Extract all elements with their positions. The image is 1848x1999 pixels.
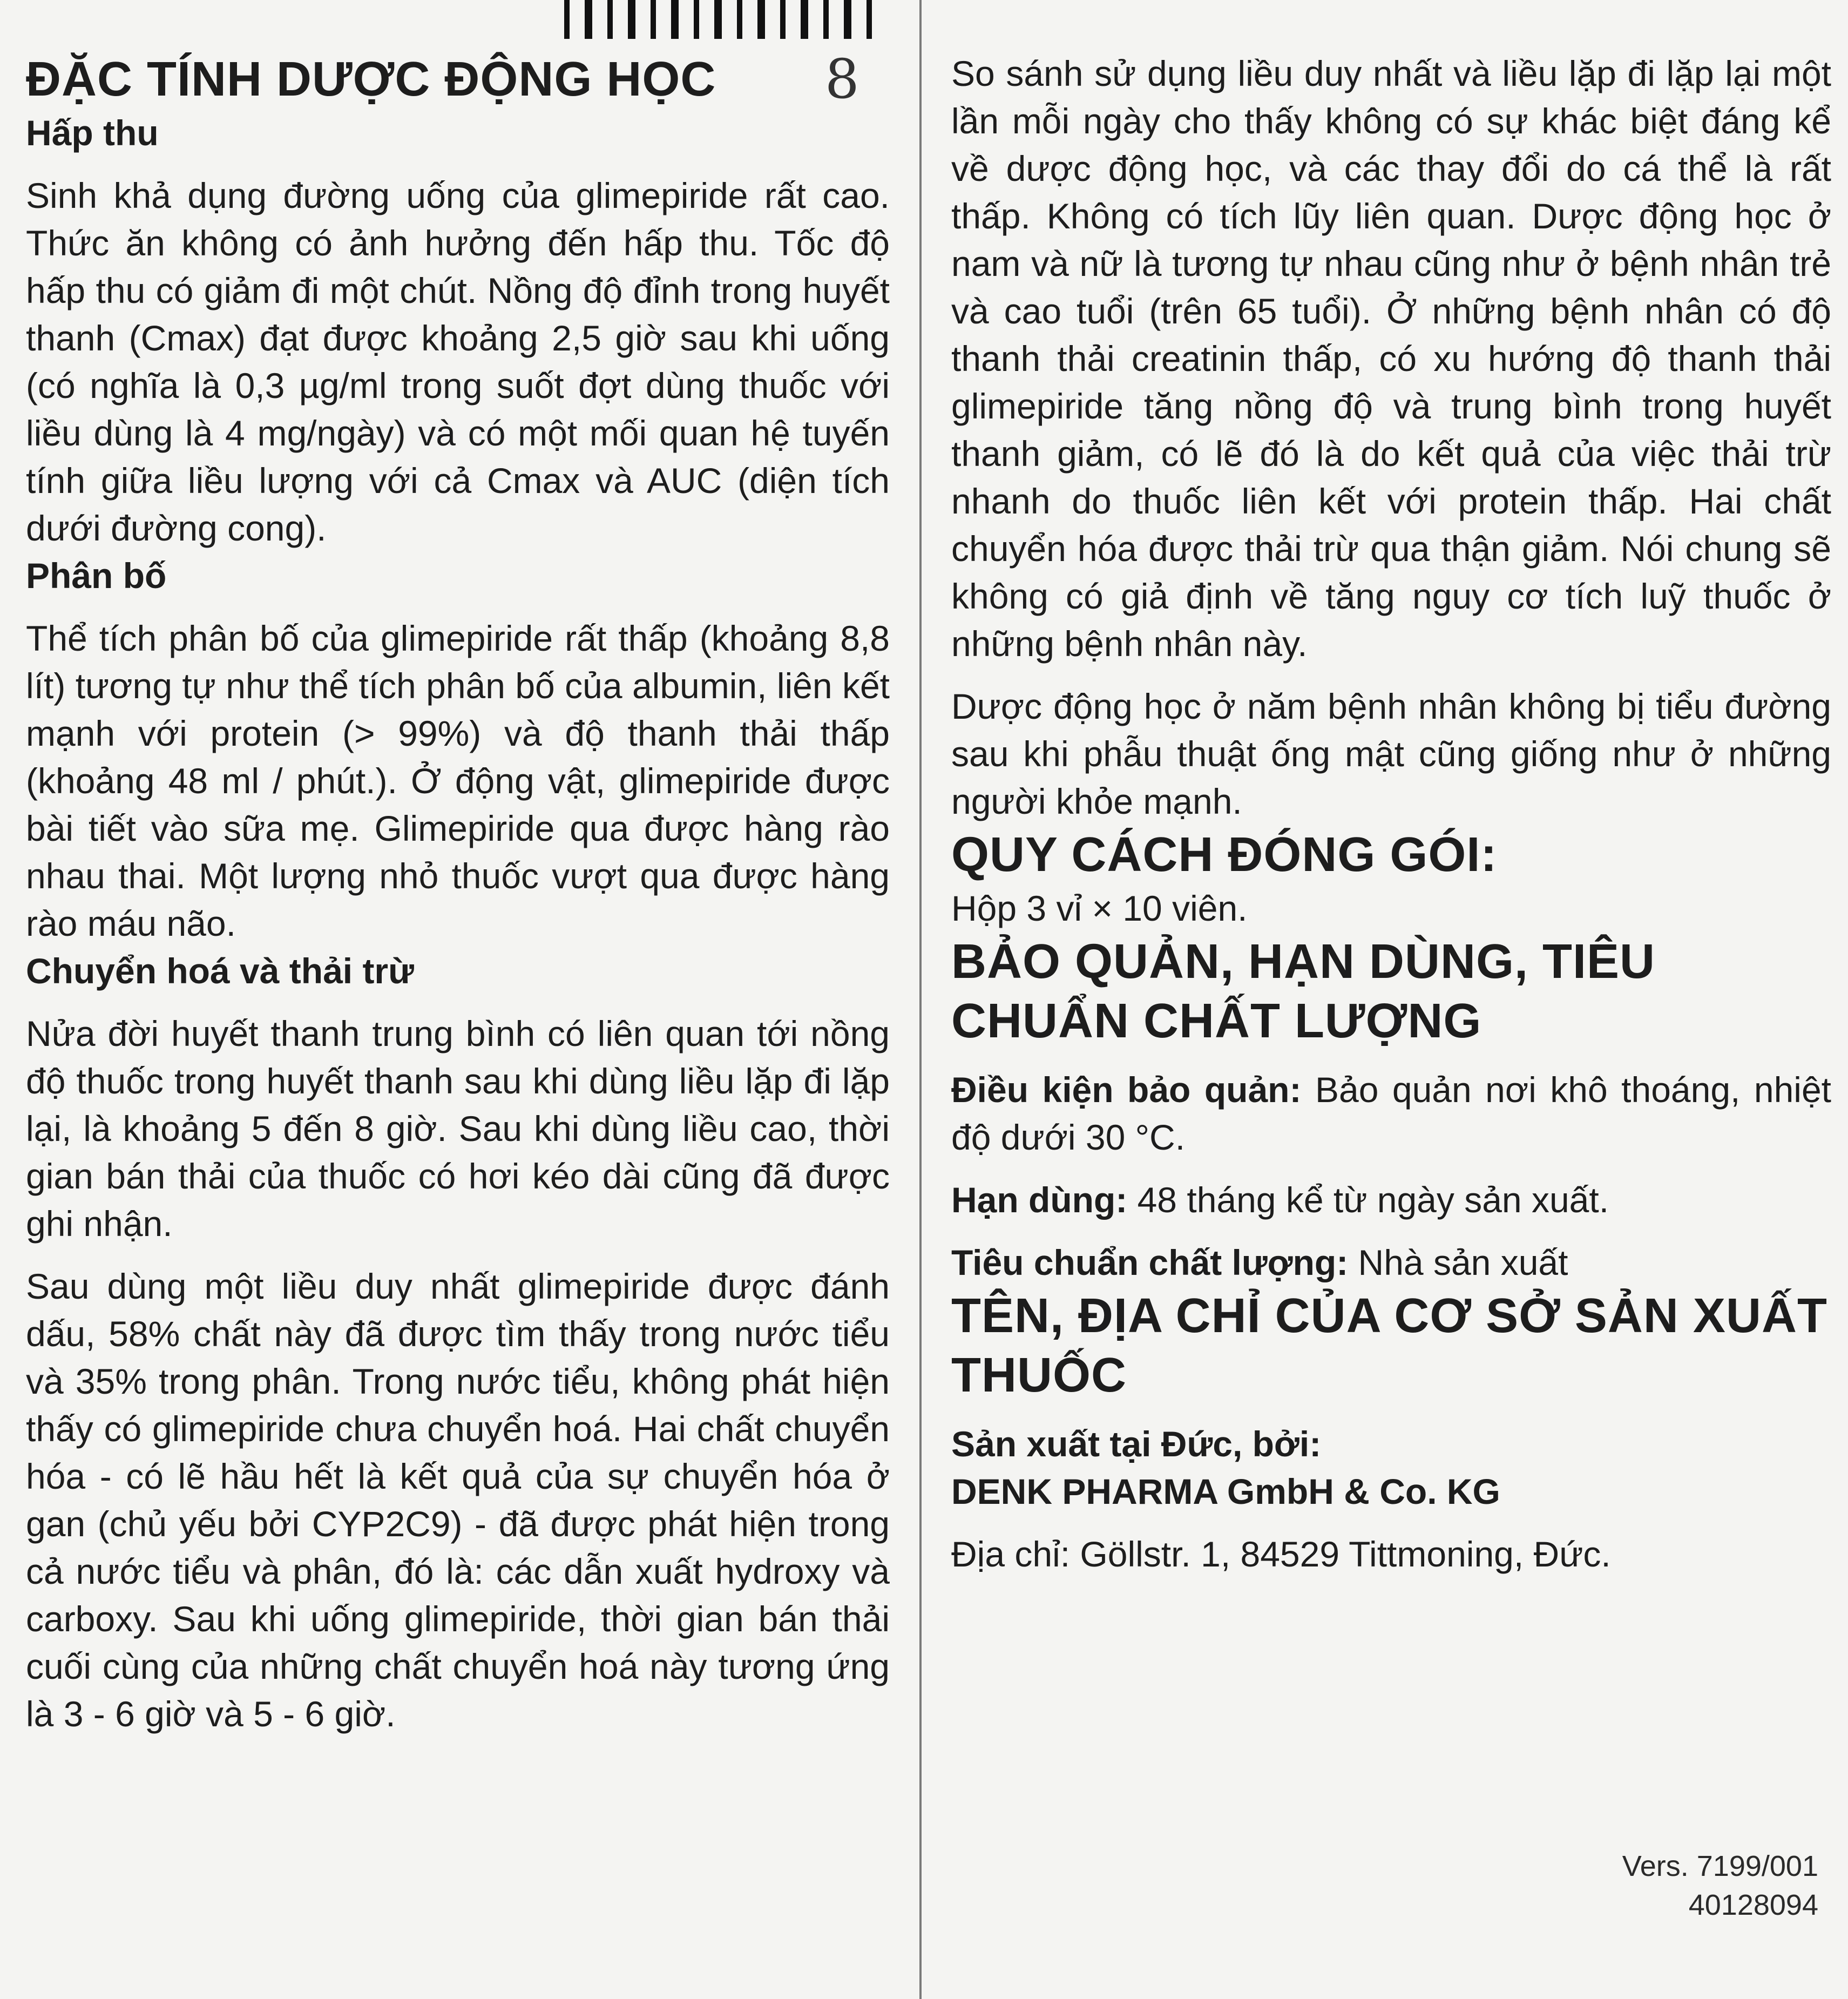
shelf-life: [951, 1176, 1831, 1224]
column-divider: [919, 0, 922, 1999]
left-column: [26, 50, 890, 1738]
metabolism-paragraph-2: Sau dùng một liều duy nhất glimepiride được đánh dấu, 58% chất này đã được tìm thấy trong nước tiểu và 35% trong phân. Trong nước tiểu, không phát hiện thấy có glimepiride chưa chuyển hoá. Hai chất chuyển hóa - có lẽ hầu hết là kết quả của sự chuyển hóa ở gan (chủ yếu bởi CYP2C9) - đã được phát hiện trong cả nước tiểu và phân, đó là: các dẫn xuất hydroxy và carboxy. Sau khi uống glimepiride, thời gian bán thải cuối cùng của những chất chuyển hoá này tương ứng là 3 - 6 giờ và 5 - 6 giờ.: [26, 1266, 890, 1734]
quality-standard-value: Nhà sản xuất: [1348, 1242, 1568, 1282]
company-address: Địa chỉ: Göllstr. 1, 84529 Tittmoning, Đức.: [951, 1534, 1611, 1574]
made-in-line: Sản xuất tại Đức, bởi:: [951, 1424, 1322, 1464]
version-number: Vers. 7199/001: [1622, 1850, 1818, 1882]
manufacturer-heading: TÊN, ĐỊA CHỈ CỦA CƠ SỞ SẢN XUẤT THUỐC: [951, 1289, 1827, 1402]
packaging-text: Hộp 3 vỉ × 10 viên.: [951, 888, 1248, 928]
distribution-paragraph: Thể tích phân bố của glimepiride rất thấp (khoảng 8,8 lít) tương tự như thể tích phân bố của albumin, liên kết mạnh với protein (> 99%) và độ thanh thải thấp (khoảng 48 ml / phút.). Ở động vật, glimepiride được bài tiết vào sữa mẹ. Glimepiride qua được hàng rào nhau thai. Một lượng nhỏ thuốc vượt qua được hàng rào máu não.: [26, 618, 890, 943]
pk-comparison-paragraph: So sánh sử dụng liều duy nhất và liều lặp đi lặp lại một lần mỗi ngày cho thấy không có sự khác biệt đáng kể về dược động học, và các thay đổi do cá thể là rất thấp. Không có tích lũy liên quan. Dược động học ở nam và nữ là tương tự nhau cũng như ở bệnh nhân trẻ và cao tuổi (trên 65 tuổi). Ở những bệnh nhân có độ thanh thải creatinin thấp, có xu hướng độ thanh thải glimepiride tăng nồng độ và trung bình trong huyết thanh giảm, có lẽ đó là do kết quả của việc thải trừ nhanh do thuốc liên kết với protein thấp. Hai chất chuyển hóa được thải trừ qua thận giảm. Nói chung sẽ không có giả định về tăng nguy cơ tích luỹ thuốc ở những bệnh nhân này.: [951, 53, 1831, 664]
metabolism-paragraph-1: Nửa đời huyết thanh trung bình có liên quan tới nồng độ thuốc trong huyết thanh sau khi dùng liều lặp đi lặp lại, là khoảng 5 đến 8 giờ. Sau khi dùng liều cao, thời gian bán thải của thuốc có hơi kéo dài cũng đã được ghi nhận.: [26, 1014, 890, 1244]
pharmacokinetics-title: ĐẶC TÍNH DƯỢC ĐỘNG HỌC: [26, 52, 716, 106]
storage-conditions: [951, 1066, 1831, 1161]
pharmacokinetics-title-row: [26, 50, 890, 109]
barcode-strip: [564, 0, 888, 39]
shelf-life-label: Hạn dùng:: [951, 1180, 1128, 1220]
pk-nondiabetic-paragraph: Dược động học ở năm bệnh nhân không bị tiểu đường sau khi phẫu thuật ống mật cũng giống như ở những người khỏe mạnh.: [951, 686, 1831, 821]
quality-standard-label: Tiêu chuẩn chất lượng:: [951, 1242, 1349, 1282]
right-column: [951, 50, 1831, 1578]
company-name: DENK PHARMA GmbH & Co. KG: [951, 1471, 1500, 1511]
shelf-life-value: 48 tháng kể từ ngày sản xuất.: [1127, 1180, 1609, 1220]
storage-label: Điều kiện bảo quản:: [951, 1070, 1302, 1110]
document-code: 40128094: [1688, 1889, 1818, 1921]
absorption-heading: Hấp thu: [26, 113, 159, 153]
absorption-paragraph: Sinh khả dụng đường uống của glimepiride rất cao. Thức ăn không có ảnh hưởng đến hấp thu. Tốc độ hấp thu có giảm đi một chút. Nồng độ đỉnh trong huyết thanh (Cmax) đạt được khoảng 2,5 giờ sau khi uống (có nghĩa là 0,3 µg/ml trong suốt đợt dùng thuốc với liều dùng là 4 mg/ngày) và có một mối quan hệ tuyến tính giữa liều lượng với cả Cmax và AUC (diện tích dưới đường cong).: [26, 175, 890, 548]
quality-standard: [951, 1239, 1831, 1286]
distribution-heading: Phân bố: [26, 556, 167, 596]
storage-heading: BẢO QUẢN, HẠN DÙNG, TIÊU CHUẨN CHẤT LƯỢNG: [951, 935, 1655, 1048]
packaging-heading: QUY CÁCH ĐÓNG GÓI:: [951, 828, 1498, 882]
storage-value: Bảo quản nơi khô thoáng, nhiệt độ dưới 30 °C.: [951, 1070, 1831, 1157]
version-block: [1622, 1847, 1818, 1924]
metabolism-heading: Chuyển hoá và thải trừ: [26, 951, 414, 991]
handwritten-page-mark: 8: [825, 48, 859, 111]
